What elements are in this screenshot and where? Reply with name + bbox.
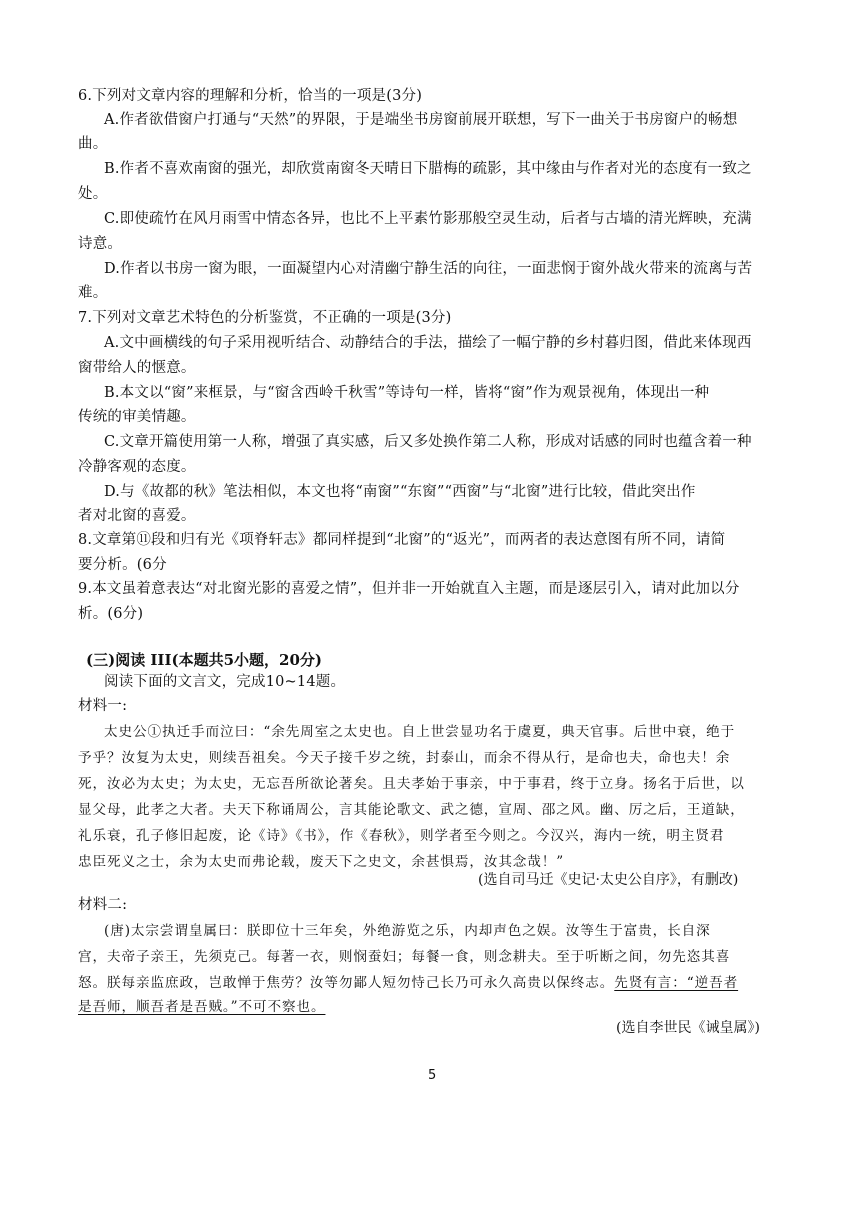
material-1-source: (选自司马迁《史记·太史公自序》，有删改) [478, 872, 739, 888]
material-2-line [78, 997, 325, 1017]
material-1-line: 显父母，此孝之大者。夫天下称诵周公，言其能论歌文、武之德，宣周、邵之风。幽、厉之后，王道缺， [78, 802, 745, 818]
section-intro: 阅读下面的文言文，完成10~14题。 [104, 674, 346, 690]
material-2-line: 宫，夫帝子亲王，先须克己。每著一衣，则悯蚕妇；每餐一食，则念耕夫。至于听断之间，勿先恣其喜 [78, 949, 731, 965]
q6-option-d: D.作者以书房一窗为眼，一面凝望内心对清幽宁静生活的向往，一面悲悯于窗外战火带来的流离与苦 [104, 261, 753, 277]
underlined-quote: 先贤有言：“逆吾者 [614, 975, 739, 991]
q7-option-c: C.文章开篇使用第一人称，增强了真实感，后又多处换作第二人称，形成对话感的同时也蕴含着一种 [104, 434, 752, 450]
material-2-tail: 不可不察也。 [238, 999, 326, 1015]
q8-stem: 8.文章第⑪段和归有光《项脊轩志》都同样提到“北窗”的“返光”，而两者的表达意图有所不同，请简 [78, 532, 726, 548]
q7-stem: 7.下列对文章艺术特色的分析鉴赏，不正确的一项是(3分) [78, 310, 452, 326]
material-2-line [78, 973, 738, 993]
q7-option-a: A.文中画横线的句子采用视听结合、动静结合的手法，描绘了一幅宁静的乡村暮归图，借此来体现西 [104, 335, 752, 351]
material-1-line: 予乎？汝复为太史，则续吾祖矣。今天子接千岁之统，封泰山，而余不得从行，是命也夫，命也夫！余 [78, 750, 731, 766]
page-number: 5 [428, 1068, 437, 1083]
q6-option-c-cont: 诗意。 [78, 236, 123, 252]
material-2-source: (选自李世民《诫皇属》) [616, 1020, 760, 1036]
material-1-line: 死，汝必为太史；为太史，无忘吾所欲论著矣。且夫孝始于事亲，中于事君，终于立身。扬名于后世，以 [78, 776, 745, 792]
q7-option-a-cont: 窗带给人的惬意。 [78, 360, 196, 376]
q9-stem-cont: 析。(6分) [78, 606, 144, 622]
q7-option-b-cont: 传统的审美情趣。 [78, 409, 196, 425]
underlined-quote-cont: 是吾师，顺吾者是吾贼。” [78, 999, 239, 1015]
material-2-line: (唐)太宗尝谓皇属曰：朕即位十三年矣，外绝游览之乐，内却声色之娱。汝等生于富贵，长自深 [104, 923, 711, 939]
material-2-label: 材料二: [78, 897, 128, 913]
material-2-text: 怒。朕每亲监庶政，岂敢惮于焦劳？汝等勿鄙人短勿恃己长乃可永久高贵以保终志。 [78, 975, 615, 991]
q7-option-d-cont: 者对北窗的喜爱。 [78, 508, 196, 524]
material-1-line: 太史公①执迁手而泣曰：“余先周室之太史也。自上世尝显功名于虞夏，典天官事。后世中衰，绝于 [104, 724, 736, 740]
q6-option-b: B.作者不喜欢南窗的强光，却欣赏南窗冬天晴日下腊梅的疏影，其中缘由与作者对光的态度有一致之 [104, 161, 752, 177]
material-1-label: 材料一: [78, 698, 128, 714]
q8-stem-cont: 要分析。(6分 [78, 557, 167, 573]
material-1-line: 忠臣死义之士，余为太史而弗论载，废天下之史文，余甚惧焉，汝其念哉！” [78, 854, 565, 870]
q6-stem: 6.下列对文章内容的理解和分析，恰当的一项是(3分) [78, 88, 423, 104]
q7-option-d: D.与《故都的秋》笔法相似，本文也将“南窗”“东窗”“西窗”与“北窗”进行比较，借此突出作 [104, 484, 696, 500]
q9-stem: 9.本文虽着意表达“对北窗光影的喜爱之情”，但并非一开始就直入主题，而是逐层引入，请对此加以分 [78, 581, 740, 597]
q7-option-b: B.本文以“窗”来框景，与“窗含西岭千秋雪”等诗句一样，皆将“窗”作为观景视角，体现出一种 [104, 385, 710, 401]
q6-option-a: A.作者欲借窗户打通与“天然”的界限，于是端坐书房窗前展开联想，写下一曲关于书房窗户的畅想 [104, 112, 738, 128]
q6-option-a-cont: 曲。 [78, 136, 108, 152]
section-heading: (三)阅读 III(本题共5小题，20分) [86, 651, 322, 669]
material-1-line: 礼乐衰，孔子修旧起废，论《诗》《书》，作《春秋》，则学者至今则之。今汉兴，海内一统，明主贤君 [78, 828, 725, 844]
q6-option-d-cont: 难。 [78, 285, 108, 301]
q6-option-b-cont: 处。 [78, 186, 108, 202]
q6-option-c: C.即使疏竹在风月雨雪中情态各异，也比不上平素竹影那般空灵生动，后者与古墙的清光辉映，充满 [104, 211, 752, 227]
q7-option-c-cont: 冷静客观的态度。 [78, 459, 196, 475]
